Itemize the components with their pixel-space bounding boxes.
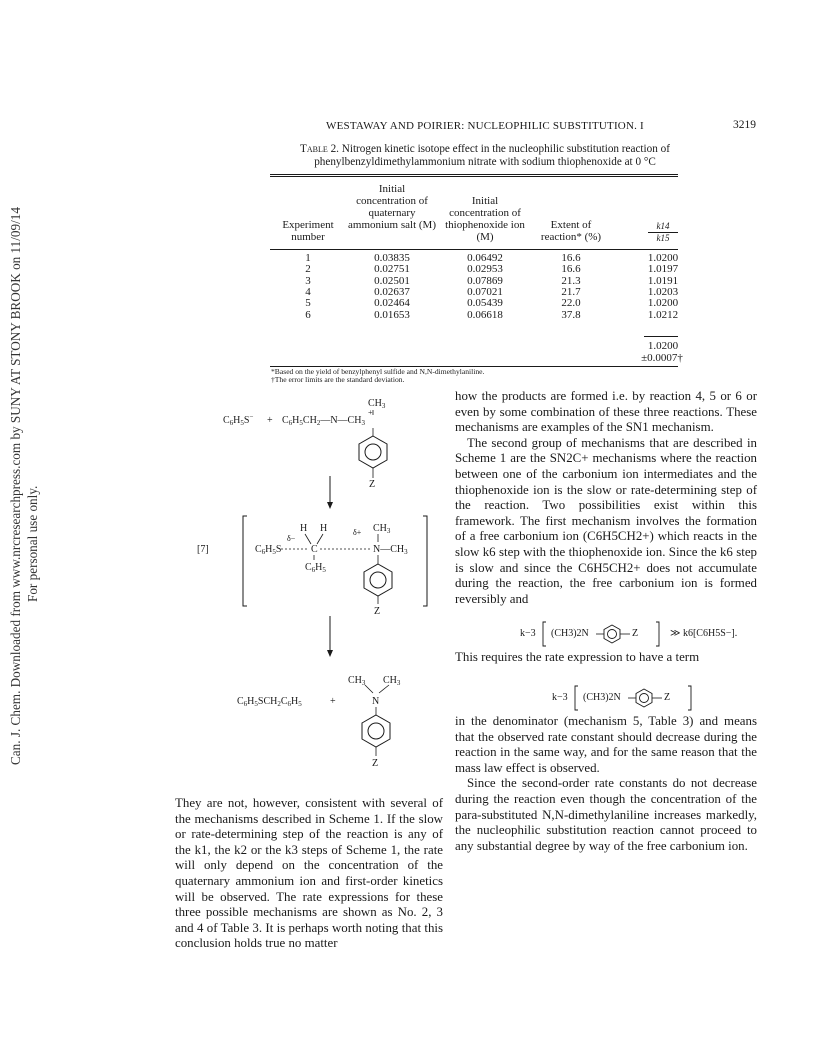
header-experiment: Experiment number — [282, 219, 334, 243]
table-cell: 6 — [305, 308, 311, 321]
ts-hydrogen-1: H — [300, 523, 308, 534]
right-column-bottom — [455, 714, 757, 854]
table-cell: 0.02953 — [467, 263, 503, 276]
table-cell: 1.0200 — [647, 252, 679, 264]
reactant-benzyl: $C_6H_5CH_2—N—CH_3$ — [282, 415, 365, 427]
left-paragraph: They are not, however, consistent with several of the mechanisms described in Scheme 1. If the slow or rate-determining step of the reaction is any of the k1, the k2 or the k3 steps of Scheme 1, the rate will only depend on the concentration of the quaternary ammonium ion and first-order kinetics will be observed. The rate expressions for these three possible mechanisms are shown as No. 2, 3 and 4 of Table 3. It is perhaps worth noting that this conclusion holds true no matter — [175, 796, 443, 951]
ts-delta-plus: δ+ — [353, 528, 362, 537]
ratio-numerator: k14 — [656, 221, 670, 231]
table-caption-text: Nitrogen kinetic isotope effect in the nucleophilic substitution reaction of phenylbenzyldimethylammonium nitrate with sodium thiophenoxide at 0 °C — [314, 143, 670, 168]
equation-1 — [520, 620, 760, 648]
reaction-scheme-drawing — [175, 388, 445, 788]
equation-2 — [552, 684, 712, 712]
table-cell: 3 — [305, 274, 311, 287]
table-cell: 37.8 — [561, 308, 581, 321]
eq1-z: Z — [632, 628, 639, 639]
table-top-rule-2 — [270, 176, 678, 177]
watermark-line-1: Can. J. Chem. Downloaded from www.nrcresearchpress.com by SUNY AT STONY BROOK on 11/09/14 — [8, 207, 23, 765]
ratio-denominator: k15 — [656, 233, 670, 243]
table-cell: 0.02751 — [374, 263, 410, 276]
ts-hydrogen-2: H — [320, 523, 328, 534]
watermark-line-2: For personal use only. — [25, 485, 40, 602]
table-cell: 1.0212 — [647, 308, 679, 321]
header-quaternary: Initial concentration of quaternary ammonium salt (M) — [348, 183, 436, 231]
table-cell: 1.0203 — [647, 285, 679, 298]
ts-nitrogen: $N—CH_3$ — [373, 544, 408, 556]
table-header-rule — [270, 249, 678, 250]
header-isotope-ratio — [640, 221, 686, 243]
table-cell: 0.07869 — [467, 274, 503, 287]
table-cell: 0.07021 — [467, 285, 503, 298]
table-cell: 1.0200 — [647, 297, 679, 310]
table-cell: 1 — [305, 252, 311, 264]
scheme-label: [7] — [197, 544, 209, 555]
page-number: 3219 — [733, 119, 756, 131]
table-caption — [270, 143, 700, 169]
table-cell: 21.7 — [561, 285, 581, 298]
header-thiophenoxide: Initial concentration of thiophenoxide ion (M) — [445, 195, 525, 243]
table-cell: 2 — [305, 263, 311, 276]
table-cell: 1.0191 — [647, 274, 679, 287]
product-methyl-2: $CH_3$ — [383, 675, 401, 687]
ts-phenyl: $C_6H_5$ — [305, 562, 326, 574]
ts-thiophenyl: $C_6H_5S$ — [255, 544, 282, 556]
table-cell: 1.0197 — [647, 263, 679, 276]
table-deviation: ±0.0007† — [641, 352, 683, 364]
right-paragraph-3: This requires the rate expression to have a term — [455, 650, 700, 664]
table-cell: 4 — [305, 285, 311, 298]
eq2-dimethylamino: (CH3)2N — [583, 692, 621, 703]
plus-charge: + — [368, 408, 373, 417]
substituent-z-3: Z — [372, 758, 379, 769]
table-cell: 0.02464 — [374, 297, 410, 310]
running-head: WESTAWAY AND POIRIER: NUCLEOPHILIC SUBSTITUTION. I — [326, 120, 644, 132]
right-column-mid — [455, 650, 757, 666]
table-label: Table 2. — [300, 143, 339, 155]
right-column — [455, 389, 757, 607]
table-top-rule — [270, 174, 678, 175]
left-column — [175, 796, 443, 952]
table-cell: 0.01653 — [374, 308, 410, 321]
product-nitrogen: N — [372, 696, 380, 707]
table-cell: 0.03835 — [374, 252, 410, 264]
product-sulfide: $C_6H_5SCH_2C_6H_5$ — [237, 696, 302, 708]
ts-carbon: C — [311, 544, 318, 555]
table-cell: 0.05439 — [467, 297, 503, 310]
table-cell: 16.6 — [561, 252, 581, 264]
product-plus: + — [330, 696, 336, 707]
table-cell: 21.3 — [561, 274, 581, 287]
plus-sign: + — [267, 415, 273, 426]
download-watermark — [2, 207, 48, 770]
table-cell: 0.06492 — [467, 252, 503, 264]
right-paragraph-4: in the denominator (mechanism 5, Table 3) and means that the observed rate constant should decrease during the reaction in the same way, and for the same reason that the mass law effect is observed. — [455, 714, 757, 775]
substituent-z-1: Z — [369, 479, 376, 490]
reaction-scheme — [175, 388, 445, 788]
reactant-thiophenoxide: $C_6H_5S^-$ — [223, 413, 254, 427]
eq1-dimethylamino: (CH3)2N — [551, 628, 589, 639]
table-footnote-1: *Based on the yield of benzylphenyl sulfide and N,N-dimethylaniline. — [271, 367, 485, 376]
eq2-z: Z — [664, 692, 671, 703]
table-cell: 0.06618 — [467, 308, 503, 321]
table-cell: 5 — [305, 297, 311, 310]
table-footnote-2: †The error limits are the standard deviation. — [271, 375, 405, 384]
table-mean-rule — [644, 336, 678, 337]
right-paragraph-5: Since the second-order rate constants do not decrease during the reaction even though the concentration of the para-substituted N,N-dimethylaniline increases markedly, the nucleophilic substitution reaction cannot proceed to any substantial degree by way of the free carbonium ion. — [455, 776, 757, 853]
ts-delta-minus: δ− — [287, 534, 296, 543]
right-paragraph-2: The second group of mechanisms that are described in Scheme 1 are the SN2C+ mechanisms where the reaction between one of the carbonium ion intermediates and the thiophenoxide ion is the slow or rate-determining step of the reaction. Two possibilities exist within this framework. The first mechanism involves the formation of a free carbonium ion (C6H5CH2+) which reacts in the slow k6 step with the thiophenoxide ion. Since the k6 step is slow and since the C6H5CH2+ does not accumulate during the reaction, the free carbonium ion is formed reversibly and — [455, 435, 757, 606]
eq2-rate-constant: k−3 — [552, 692, 568, 703]
table-cell: 0.02501 — [374, 274, 410, 287]
substituent-z-2: Z — [374, 606, 381, 617]
right-paragraph-1: how the products are formed i.e. by reaction 4, 5 or 6 or even by some combination of these three reactions. These mechanisms are examples of the SN1 mechanism. — [455, 389, 757, 435]
ts-methyl: $CH_3$ — [373, 523, 391, 535]
methyl-top: $CH_3$ — [368, 398, 386, 410]
table-cell: 16.6 — [561, 263, 581, 276]
eq1-inequality: ≫ k6[C6H5S−]. — [670, 628, 738, 639]
eq1-rate-constant: k−3 — [520, 628, 536, 639]
table-cell: 0.02637 — [374, 285, 410, 298]
header-extent: Extent of reaction* (%) — [540, 219, 602, 243]
product-methyl-1: $CH_3$ — [348, 675, 366, 687]
table-mean: 1.0200 — [647, 340, 679, 352]
table-cell: 22.0 — [561, 297, 581, 310]
